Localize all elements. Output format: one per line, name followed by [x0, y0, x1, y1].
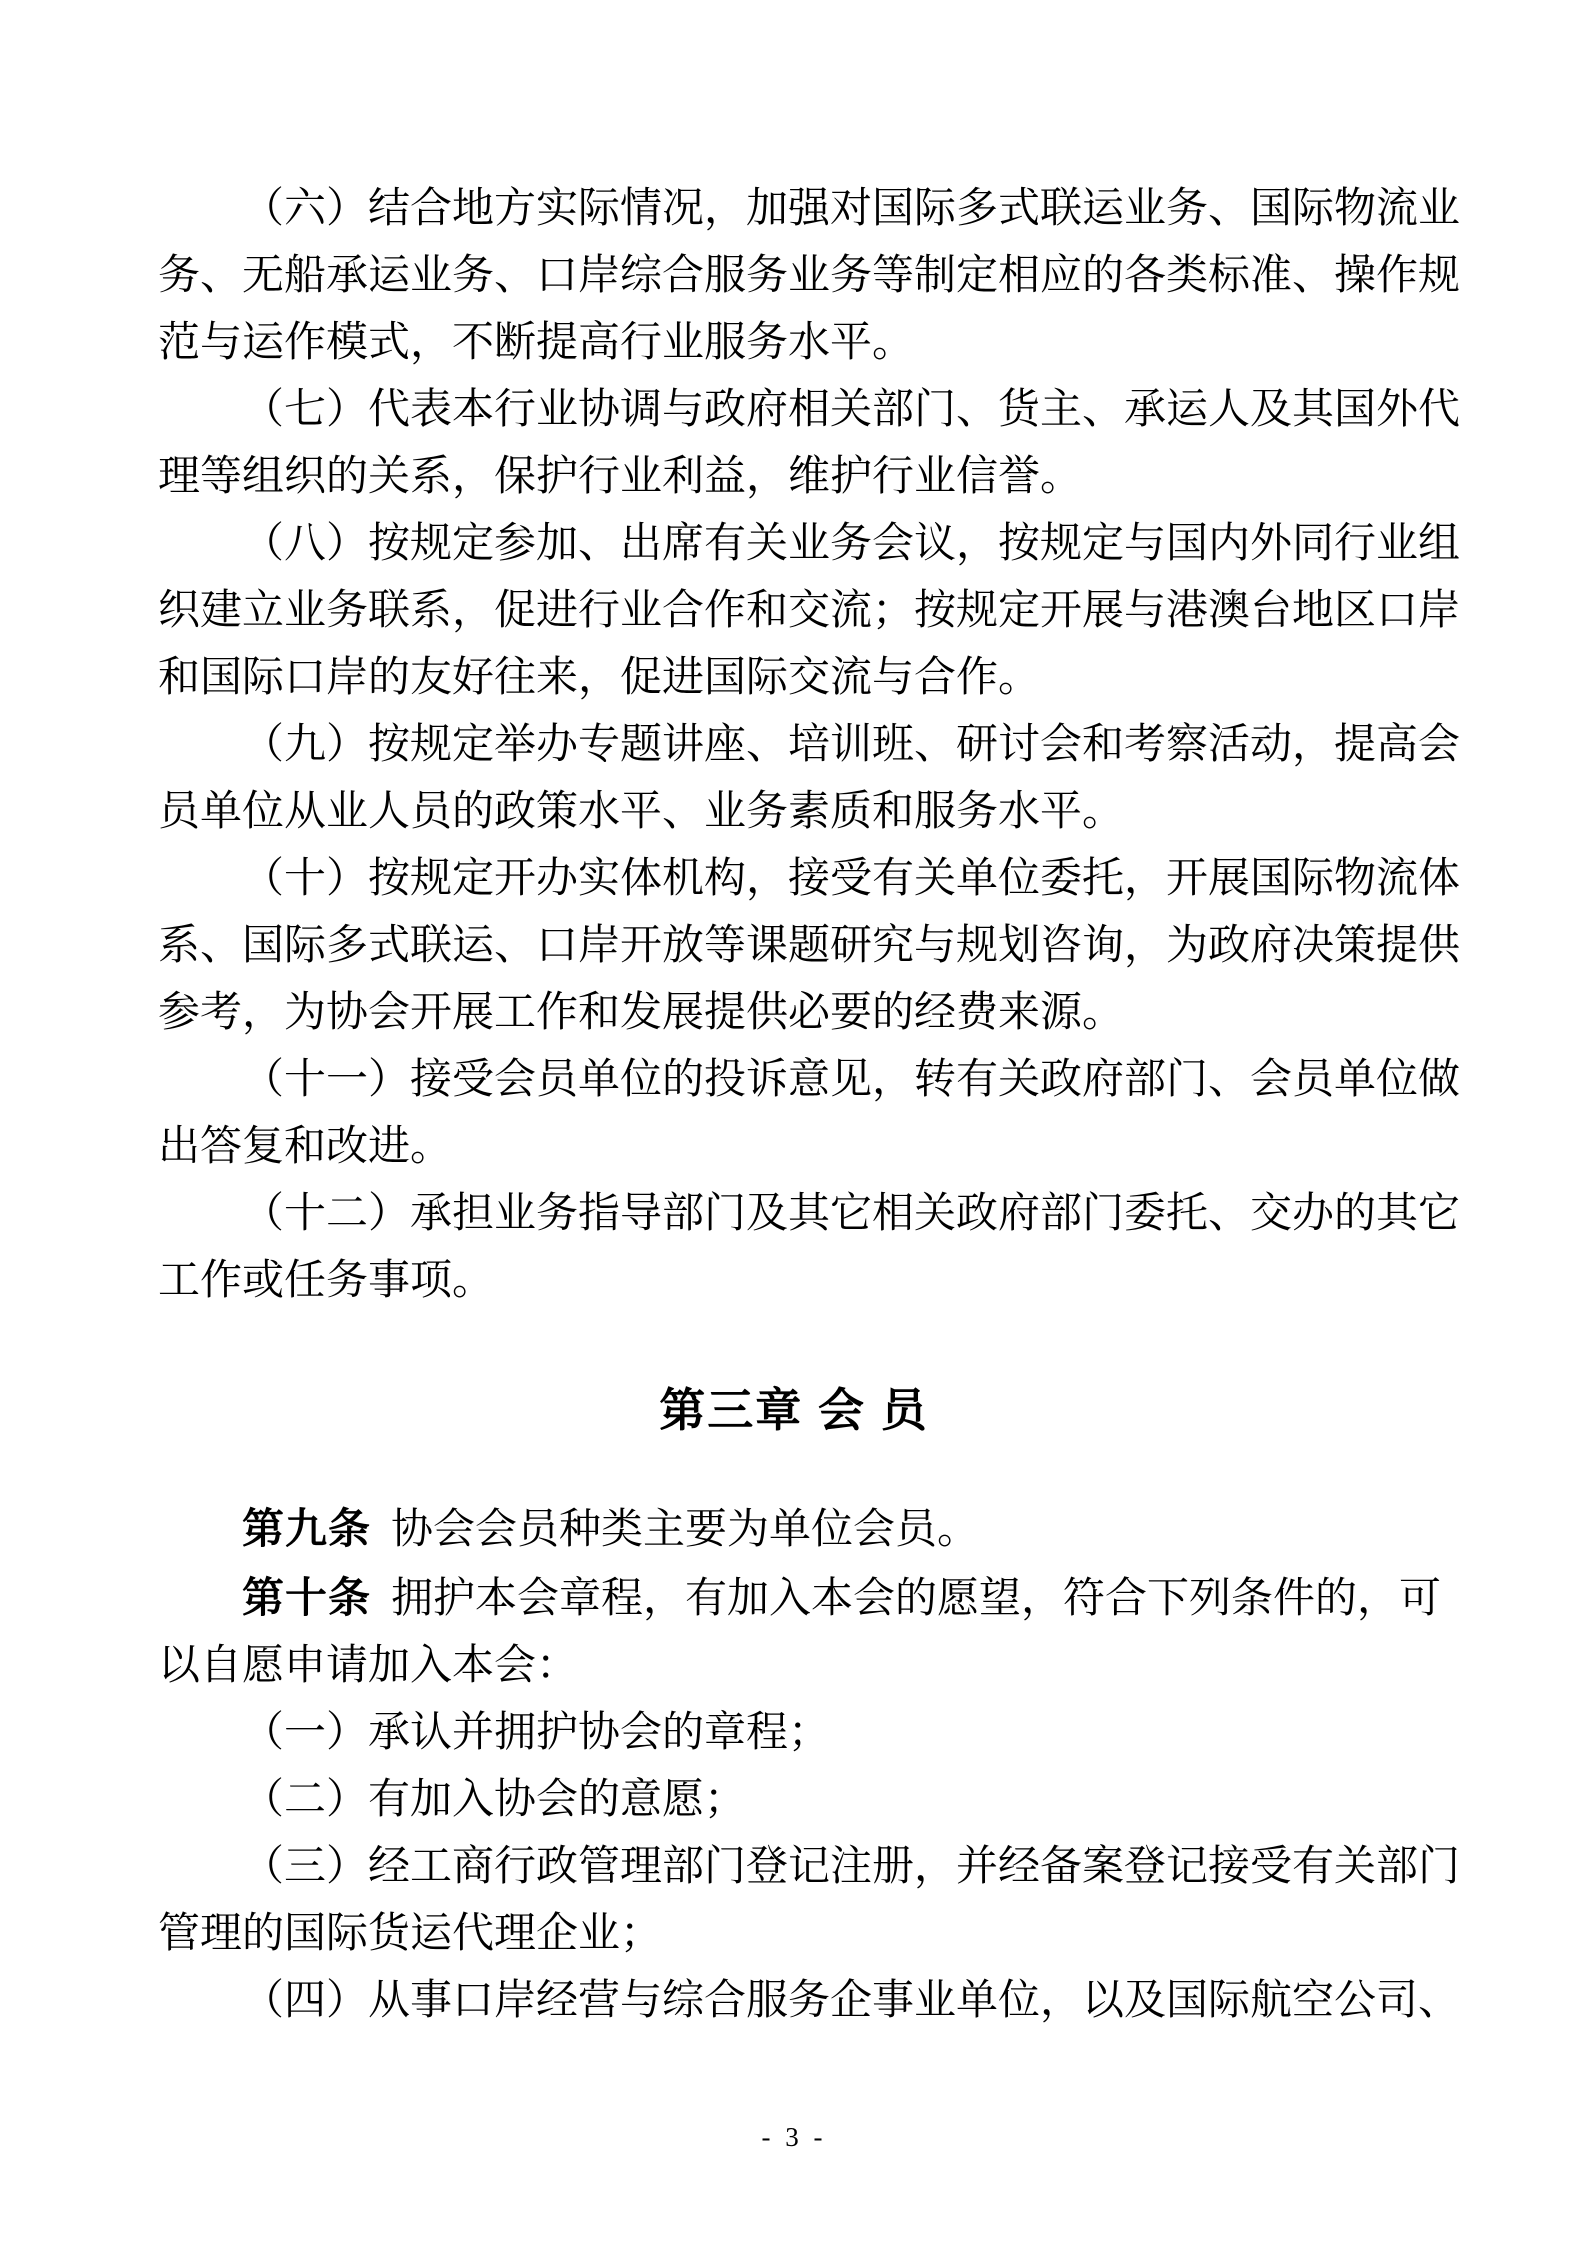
text-line [158, 1495, 1430, 1564]
paragraph [158, 1564, 1442, 1700]
paragraph [158, 712, 1461, 846]
paragraph [158, 1968, 1461, 2035]
text-line: 系、国际多式联运、口岸开放等课题研究与规划咨询，为政府决策提供 [158, 923, 1461, 969]
paragraph [158, 1181, 1461, 1315]
text-line: 工作或任务事项。 [158, 1258, 495, 1304]
text-line: 出答复和改进。 [158, 1124, 453, 1170]
text-line: （十二）承担业务指导部门及其它相关政府部门委托、交办的其它 [242, 1191, 1461, 1237]
page-number: - 3 - [761, 2122, 827, 2152]
text-line [158, 1564, 1442, 1633]
article-number: 第九条 [242, 1505, 372, 1552]
text-line: （二）有加入协会的意愿； [242, 1777, 747, 1823]
paragraph [158, 1834, 1461, 1968]
paragraph [158, 1700, 1430, 1767]
text-line: （六）结合地方实际情况，加强对国际多式联运业务、国际物流业 [242, 186, 1461, 232]
line-text: 拥护本会章程，有加入本会的愿望，符合下列条件的，可 [391, 1576, 1442, 1622]
text-line: （七）代表本行业协调与政府相关部门、货主、承运人及其国外代 [242, 387, 1461, 433]
paragraph [158, 1767, 1430, 1834]
paragraph [158, 377, 1461, 511]
text-line: （八）按规定参加、出席有关业务会议，按规定与国内外同行业组 [242, 521, 1461, 567]
text-line: 和国际口岸的友好往来，促进国际交流与合作。 [158, 655, 1041, 701]
text-line: （四）从事口岸经营与综合服务企事业单位，以及国际航空公司、 [242, 1978, 1461, 2024]
text-line: （三）经工商行政管理部门登记注册，并经备案登记接受有关部门 [242, 1844, 1461, 1890]
text-line: （十）按规定开办实体机构，接受有关单位委托，开展国际物流体 [242, 856, 1461, 902]
paragraph [158, 176, 1461, 377]
text-line: 织建立业务联系，促进行业合作和交流；按规定开展与港澳台地区口岸 [158, 588, 1461, 634]
document-body [158, 176, 1461, 2035]
text-line: （一）承认并拥护协会的章程； [242, 1710, 831, 1756]
line-text: 协会会员种类主要为单位会员。 [391, 1507, 980, 1553]
paragraph [158, 1495, 1430, 1564]
text-line: 理等组织的关系，保护行业利益，维护行业信誉。 [158, 454, 1083, 500]
paragraph [158, 846, 1461, 1047]
text-line: （十一）接受会员单位的投诉意见，转有关政府部门、会员单位做 [242, 1057, 1461, 1103]
text-line: 员单位从业人员的政策水平、业务素质和服务水平。 [158, 789, 1125, 835]
text-line: 范与运作模式，不断提高行业服务水平。 [158, 320, 915, 366]
text-line: 以自愿申请加入本会： [158, 1643, 579, 1689]
text-line: 务、无船承运业务、口岸综合服务业务等制定相应的各类标准、操作规 [158, 253, 1461, 299]
article-number: 第十条 [242, 1574, 372, 1621]
paragraph [158, 1047, 1461, 1181]
paragraph [158, 511, 1461, 712]
chapter-heading: 第三章 会 员 [659, 1384, 929, 1436]
text-line: 管理的国际货运代理企业； [158, 1911, 663, 1957]
text-line: （九）按规定举办专题讲座、培训班、研讨会和考察活动，提高会 [242, 722, 1461, 768]
text-line: 参考，为协会开展工作和发展提供必要的经费来源。 [158, 990, 1125, 1036]
